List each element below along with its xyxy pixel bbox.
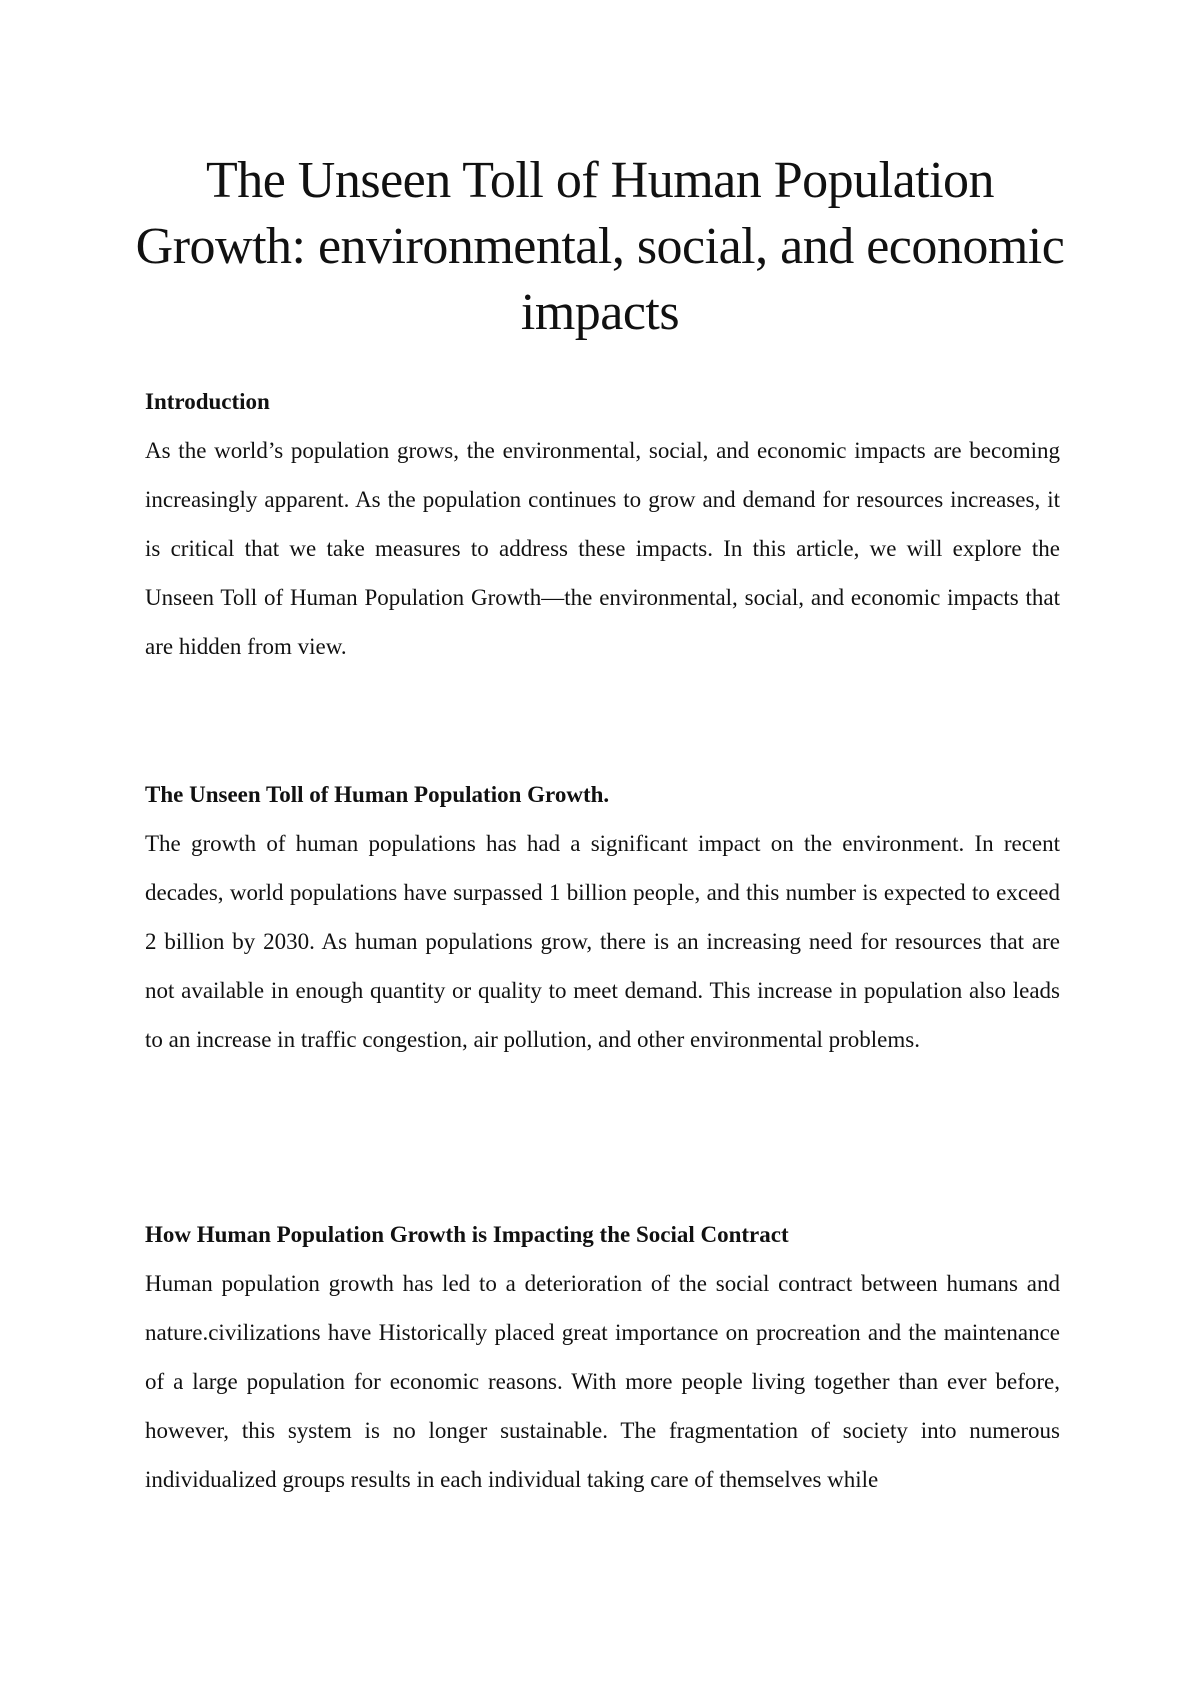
section-paragraph: As the world’s population grows, the environmental, social, and economic impacts are becoming increasingly apparent. As the population continues to grow and demand for resources increases, it is critical that we take measures to address these impacts. In this article, we will explore the Unseen Toll of Human Population Growth—the environmental, social, and economic impacts that are hidden from view. [145,438,1060,659]
section-heading: Introduction [145,389,270,414]
section-unseen-toll [145,770,1060,1064]
section-heading: The Unseen Toll of Human Population Growth. [145,782,610,807]
section-introduction [145,377,1060,671]
section-social-contract [145,1210,1060,1504]
section-heading: How Human Population Growth is Impacting the Social Contract [145,1222,789,1247]
section-paragraph: Human population growth has led to a deterioration of the social contract between humans and nature.civilizations have Historically placed great importance on procreation and the maintenance of a large population for economic reasons. With more people living together than ever before, however, this system is no longer sustainable. The fragmentation of society into numerous individualized groups results in each individual taking care of themselves while [145,1271,1060,1492]
document-title: The Unseen Toll of Human Population Growth: environmental, social, and economic impacts [135,152,1065,341]
section-paragraph: The growth of human populations has had a significant impact on the environment. In recent decades, world populations have surpassed 1 billion people, and this number is expected to exceed 2 billion by 2030. As human populations grow, there is an increasing need for resources that are not available in enough quantity or quality to meet demand. This increase in population also leads to an increase in traffic congestion, air pollution, and other environmental problems. [145,831,1060,1052]
